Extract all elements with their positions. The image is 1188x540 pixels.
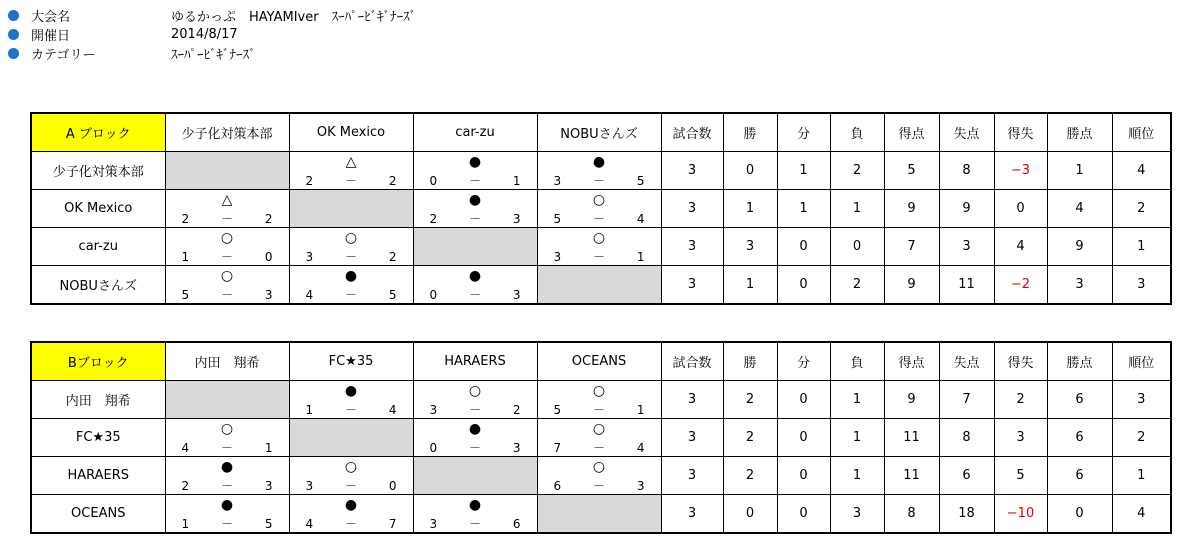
info-row-category [8,44,416,63]
stat-cell: 3 [994,419,1047,457]
stat-cell: 9 [884,190,939,228]
bullet-icon [8,29,19,40]
score-own: 0 [429,174,438,188]
score-opponent: 0 [388,479,397,493]
score-opponent: 1 [512,174,521,188]
score-own: 2 [181,212,190,226]
info-label: 大会名 [31,10,71,25]
win-icon: ○ [220,230,234,246]
column-team-header: OCEANS [537,342,661,381]
loss-icon: ● [220,497,234,513]
stat-cell: 11 [939,266,994,305]
column-team-header: NOBUさんズ [537,113,661,152]
loss-icon: ● [468,421,482,437]
score-own: 3 [305,479,314,493]
win-icon: ○ [592,383,606,399]
stat-cell: 5 [994,457,1047,495]
match-result-cell [289,381,413,419]
stat-header: 分 [777,113,830,152]
stat-header: 得点 [884,342,939,381]
score-opponent: 1 [636,250,645,264]
stat-cell: 1 [1047,152,1112,190]
self-match-cell [165,152,289,190]
row-team-name: 内田 翔希 [31,381,165,419]
draw-icon: △ [345,154,357,170]
row-team-name: OK Mexico [31,190,165,228]
score-opponent: 4 [636,212,645,226]
score-dash: － [344,517,357,531]
win-icon: ○ [592,459,606,475]
match-result-cell [289,152,413,190]
score-own: 3 [429,517,438,531]
score-opponent: 4 [388,403,397,417]
match-result-cell [165,228,289,266]
stat-cell: 3 [830,495,884,534]
score-dash: － [592,250,605,264]
score-dash: － [468,441,481,455]
stat-header: 順位 [1112,113,1171,152]
score-opponent: 2 [388,250,397,264]
stat-cell: 0 [723,152,777,190]
score-own: 0 [429,441,438,455]
loss-icon: ● [220,459,234,475]
stat-header: 勝 [723,113,777,152]
stat-cell: 2 [994,381,1047,419]
self-match-cell [413,228,537,266]
table-row [31,381,1171,419]
info-value: ｽｰﾊﾟｰﾋﾞｷﾞﾅｰｽﾞ [171,48,256,63]
stat-cell: 8 [939,419,994,457]
column-team-header: car-zu [413,113,537,152]
score-opponent: 7 [388,517,397,531]
match-result-cell [413,152,537,190]
stat-header: 負 [830,113,884,152]
score-own: 5 [181,288,190,302]
bullet-icon [8,10,19,21]
info-label: カテゴリー [31,48,96,63]
column-team-header: FC★35 [289,342,413,381]
loss-icon: ● [468,192,482,208]
stat-cell: 3 [661,381,723,419]
win-icon: ○ [592,192,606,208]
stat-header: 試合数 [661,342,723,381]
score-dash: － [592,174,605,188]
score-opponent: 5 [264,517,273,531]
stat-cell: 4 [994,228,1047,266]
stat-cell: 6 [1047,381,1112,419]
score-own: 1 [181,250,190,264]
column-team-header: HARAERS [413,342,537,381]
column-team-header: OK Mexico [289,113,413,152]
match-result-cell [413,266,537,305]
score-own: 2 [429,212,438,226]
match-result-cell [165,419,289,457]
match-result-cell [165,457,289,495]
score-own: 3 [429,403,438,417]
stat-cell: 0 [723,495,777,534]
score-own: 3 [305,250,314,264]
stat-cell: 3 [1112,381,1171,419]
stat-cell: 3 [723,228,777,266]
row-team-name: FC★35 [31,419,165,457]
stat-cell: 4 [1112,152,1171,190]
stat-cell: 3 [661,266,723,305]
match-result-cell [537,457,661,495]
table-row [31,419,1171,457]
score-dash: － [592,403,605,417]
loss-icon: ● [344,383,358,399]
score-opponent: 5 [636,174,645,188]
score-opponent: 3 [264,288,273,302]
score-opponent: 6 [512,517,521,531]
stat-cell: 1 [723,266,777,305]
stat-header: 負 [830,342,884,381]
info-value: 2014/8/17 [171,27,238,42]
stat-cell: 11 [884,457,939,495]
stat-cell: 0 [777,266,830,305]
score-opponent: 2 [512,403,521,417]
stat-header: 得失 [994,113,1047,152]
stat-cell: 0 [777,228,830,266]
info-row-tournament [8,6,416,25]
match-result-cell [537,419,661,457]
stat-header: 勝 [723,342,777,381]
win-icon: ○ [220,268,234,284]
stat-cell: 8 [884,495,939,534]
match-result-cell [413,495,537,534]
win-icon: ○ [344,459,358,475]
stat-cell: 9 [939,190,994,228]
stat-header: 失点 [939,342,994,381]
stat-cell: 2 [830,152,884,190]
score-opponent: 4 [636,441,645,455]
stat-cell: −10 [994,495,1047,534]
stat-cell: 0 [1047,495,1112,534]
stat-cell: 3 [661,228,723,266]
stat-cell: 0 [830,228,884,266]
stat-cell: 7 [884,228,939,266]
score-own: 3 [553,174,562,188]
stat-cell: 3 [661,419,723,457]
stat-header: 順位 [1112,342,1171,381]
match-result-cell [165,190,289,228]
score-own: 4 [305,288,314,302]
score-dash: － [220,250,233,264]
stat-header: 得失 [994,342,1047,381]
score-own: 7 [553,441,562,455]
stat-cell: 0 [777,419,830,457]
match-result-cell [537,381,661,419]
stat-cell: 4 [1047,190,1112,228]
score-dash: － [592,212,605,226]
bullet-icon [8,48,19,59]
stat-cell: 1 [723,190,777,228]
match-result-cell [289,228,413,266]
match-result-cell [413,381,537,419]
table-row [31,495,1171,534]
stat-cell: 0 [777,495,830,534]
stat-cell: 2 [1112,190,1171,228]
stat-cell: 3 [1047,266,1112,305]
match-result-cell [413,190,537,228]
score-dash: － [344,403,357,417]
score-dash: － [592,479,605,493]
score-opponent: 2 [264,212,273,226]
stat-cell: 0 [777,381,830,419]
stat-cell: 2 [723,419,777,457]
score-opponent: 3 [636,479,645,493]
block-name: Bブロック [31,342,165,381]
match-result-cell [537,152,661,190]
score-dash: － [468,174,481,188]
score-dash: － [220,288,233,302]
table-row [31,152,1171,190]
score-opponent: 1 [264,441,273,455]
stat-cell: 2 [723,381,777,419]
match-result-cell [413,419,537,457]
loss-icon: ● [344,268,358,284]
score-dash: － [344,479,357,493]
score-opponent: 5 [388,288,397,302]
info-value: ゆるかっぷ HAYAMIver ｽｰﾊﾟｰﾋﾞｷﾞﾅｰｽﾞ [171,10,417,25]
self-match-cell [289,419,413,457]
stat-cell: 8 [939,152,994,190]
block-name: A ブロック [31,113,165,152]
self-match-cell [289,190,413,228]
stat-cell: 1 [830,381,884,419]
win-icon: ○ [220,421,234,437]
stat-header: 試合数 [661,113,723,152]
stat-cell: 6 [1047,419,1112,457]
stat-header: 勝点 [1047,342,1112,381]
self-match-cell [537,495,661,534]
score-opponent: 3 [512,441,521,455]
row-team-name: 少子化対策本部 [31,152,165,190]
score-dash: － [468,403,481,417]
score-opponent: 3 [512,212,521,226]
loss-icon: ● [592,154,606,170]
stat-header: 分 [777,342,830,381]
column-team-header: 少子化対策本部 [165,113,289,152]
win-icon: ○ [592,421,606,437]
column-team-header: 内田 翔希 [165,342,289,381]
stat-cell: 3 [661,152,723,190]
score-own: 5 [553,212,562,226]
row-team-name: OCEANS [31,495,165,534]
score-dash: － [468,517,481,531]
score-dash: － [592,441,605,455]
score-dash: － [220,517,233,531]
stat-cell: 1 [1112,457,1171,495]
score-dash: － [220,212,233,226]
score-own: 2 [181,479,190,493]
stat-cell: 11 [884,419,939,457]
league-table-1 [30,112,1172,305]
score-own: 4 [305,517,314,531]
row-team-name: car-zu [31,228,165,266]
self-match-cell [537,266,661,305]
stat-cell: 3 [661,457,723,495]
self-match-cell [413,457,537,495]
score-own: 0 [429,288,438,302]
score-opponent: 3 [512,288,521,302]
score-dash: － [220,479,233,493]
score-own: 1 [181,517,190,531]
stat-cell: 2 [1112,419,1171,457]
stat-cell: −3 [994,152,1047,190]
score-own: 4 [181,441,190,455]
stat-cell: 0 [777,457,830,495]
self-match-cell [165,381,289,419]
stat-cell: 7 [939,381,994,419]
loss-icon: ● [468,497,482,513]
score-own: 6 [553,479,562,493]
win-icon: ○ [468,383,482,399]
score-own: 3 [553,250,562,264]
score-dash: － [344,250,357,264]
stat-cell: 6 [939,457,994,495]
tournament-info [8,6,416,63]
stat-cell: 9 [884,266,939,305]
stat-cell: 3 [661,190,723,228]
stat-cell: 1 [777,152,830,190]
match-result-cell [537,190,661,228]
stat-cell: 3 [1112,266,1171,305]
match-result-cell [537,228,661,266]
score-dash: － [468,212,481,226]
stat-cell: 6 [1047,457,1112,495]
stat-header: 失点 [939,113,994,152]
match-result-cell [289,495,413,534]
stat-cell: −2 [994,266,1047,305]
loss-icon: ● [344,497,358,513]
table-row [31,266,1171,305]
row-team-name: HARAERS [31,457,165,495]
stat-cell: 3 [939,228,994,266]
match-result-cell [289,457,413,495]
match-result-cell [165,495,289,534]
win-icon: ○ [592,230,606,246]
row-team-name: NOBUさんズ [31,266,165,305]
loss-icon: ● [468,268,482,284]
draw-icon: △ [221,192,233,208]
stat-cell: 3 [661,495,723,534]
score-own: 1 [305,403,314,417]
stat-cell: 9 [1047,228,1112,266]
table-row [31,190,1171,228]
stat-cell: 2 [723,457,777,495]
score-opponent: 3 [264,479,273,493]
match-result-cell [289,266,413,305]
info-row-date [8,25,416,44]
stat-header: 勝点 [1047,113,1112,152]
win-icon: ○ [344,230,358,246]
league-table-2 [30,341,1172,534]
table-row [31,228,1171,266]
score-opponent: 1 [636,403,645,417]
stat-cell: 5 [884,152,939,190]
score-own: 5 [553,403,562,417]
loss-icon: ● [468,154,482,170]
score-dash: － [344,174,357,188]
score-dash: － [220,441,233,455]
score-own: 2 [305,174,314,188]
stat-header: 得点 [884,113,939,152]
stat-cell: 1 [1112,228,1171,266]
stat-cell: 0 [994,190,1047,228]
score-opponent: 0 [264,250,273,264]
table-row [31,457,1171,495]
stat-cell: 4 [1112,495,1171,534]
info-label: 開催日 [31,29,71,44]
stat-cell: 1 [777,190,830,228]
match-result-cell [165,266,289,305]
stat-cell: 18 [939,495,994,534]
stat-cell: 1 [830,190,884,228]
score-dash: － [468,288,481,302]
score-dash: － [344,288,357,302]
stat-cell: 1 [830,419,884,457]
stat-cell: 1 [830,457,884,495]
score-opponent: 2 [388,174,397,188]
stat-cell: 2 [830,266,884,305]
stat-cell: 9 [884,381,939,419]
